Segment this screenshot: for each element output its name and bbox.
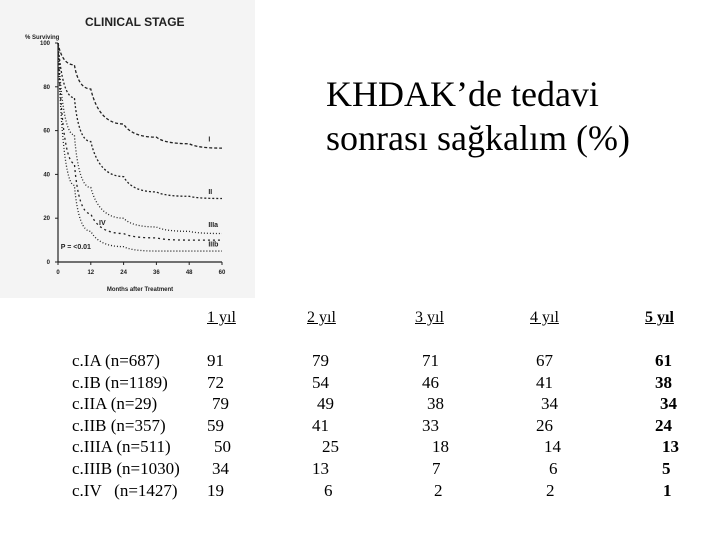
x-tick-label: 24	[120, 270, 127, 276]
table-cell: 25	[322, 437, 339, 457]
header-year-5: 5 yıl	[645, 309, 674, 326]
table-cell: 34	[660, 394, 677, 414]
table-row-label: c.IV (n=1427)	[72, 480, 178, 500]
y-tick-label: 40	[43, 172, 50, 179]
table-cell: 33	[422, 415, 439, 435]
series-line-i	[58, 43, 222, 148]
table-cell: 13	[312, 459, 329, 478]
table-row-label: c.IB (n=1189)	[72, 372, 168, 392]
header-year-1: 1 yıl	[207, 309, 236, 326]
chart-title: CLINICAL STAGE	[85, 15, 185, 29]
header-year-3: 3 yıl	[415, 309, 444, 326]
table-row-label: c.IIA (n=29)	[72, 394, 158, 414]
table-cell: 38	[655, 372, 672, 392]
table-cell: 59	[207, 415, 224, 435]
table-cell: 49	[317, 394, 334, 414]
table-cell: 1	[663, 480, 672, 500]
x-tick-label: 0	[56, 270, 60, 276]
table-cell: 2	[434, 480, 443, 500]
table-cell: 6	[549, 459, 558, 478]
header-year-4: 4 yıl	[530, 309, 559, 326]
y-tick-label: 0	[46, 260, 50, 266]
table-cell: 79	[312, 351, 329, 370]
table-cell: 7	[432, 459, 441, 478]
slide-title-line-1: KHDAK’de tedavi	[326, 74, 599, 114]
slide-title-line-2: sonrası sağkalım (%)	[326, 118, 630, 158]
x-tick-label: 60	[218, 270, 226, 276]
x-tick-label: 12	[87, 270, 95, 276]
table-cell: 71	[422, 351, 439, 370]
series-line-iiib	[58, 43, 222, 251]
slide-title	[326, 72, 716, 160]
p-value-annotation: P = <0.01	[60, 243, 91, 251]
table-cell: 6	[324, 480, 333, 500]
table-cell: 72	[207, 372, 224, 392]
y-tick-label: 80	[43, 84, 50, 91]
table-cell: 38	[427, 394, 444, 414]
table-row-label: c.IA (n=687)	[72, 351, 160, 370]
table-row-label: c.IIIA (n=511)	[72, 437, 171, 457]
x-tick-label: 36	[153, 270, 160, 276]
table-cell: 41	[312, 415, 329, 435]
table-cell: 19	[207, 480, 224, 500]
table-cell: 14	[544, 437, 561, 457]
series-line-ii	[58, 43, 222, 198]
table-cell: 2	[546, 480, 555, 500]
table-cell: 50	[214, 437, 231, 457]
table-row-label: c.IIIB (n=1030)	[72, 459, 180, 478]
table-cell: 54	[312, 372, 329, 392]
table-cell: 5	[662, 459, 671, 478]
survival-chart-svg	[0, 0, 255, 298]
table-cell: 18	[432, 437, 449, 457]
table-cell: 34	[212, 459, 229, 478]
table-cell: 91	[207, 351, 224, 370]
y-tick-label: 100	[39, 41, 50, 47]
x-tick-label: 48	[185, 270, 193, 276]
table-cell: 34	[541, 394, 558, 414]
table-cell: 46	[422, 372, 439, 392]
table-cell: 61	[655, 351, 672, 370]
table-cell: 67	[536, 351, 553, 370]
table-cell: 79	[212, 394, 229, 414]
series-label-iiia: IIIa	[208, 221, 219, 229]
y-tick-label: 60	[43, 128, 50, 135]
table-row-label: c.IIB (n=357)	[72, 415, 166, 435]
series-line-iv	[58, 43, 222, 240]
table-cell: 41	[536, 372, 553, 392]
series-label-ii: II	[208, 189, 213, 197]
header-year-2: 2 yıl	[307, 309, 336, 326]
table-cell: 13	[662, 437, 679, 457]
table-cell: 24	[655, 415, 672, 435]
series-label-iv: IV	[99, 219, 106, 227]
x-axis-label: Months after Treatment	[106, 287, 174, 293]
scanned-survival-chart	[0, 0, 255, 298]
y-tick-label: 20	[43, 216, 50, 223]
y-axis-label: % Surviving	[25, 35, 60, 41]
table-cell: 26	[536, 415, 553, 435]
series-label-iiib: IIIb	[208, 241, 219, 249]
series-label-i: I	[208, 136, 211, 144]
